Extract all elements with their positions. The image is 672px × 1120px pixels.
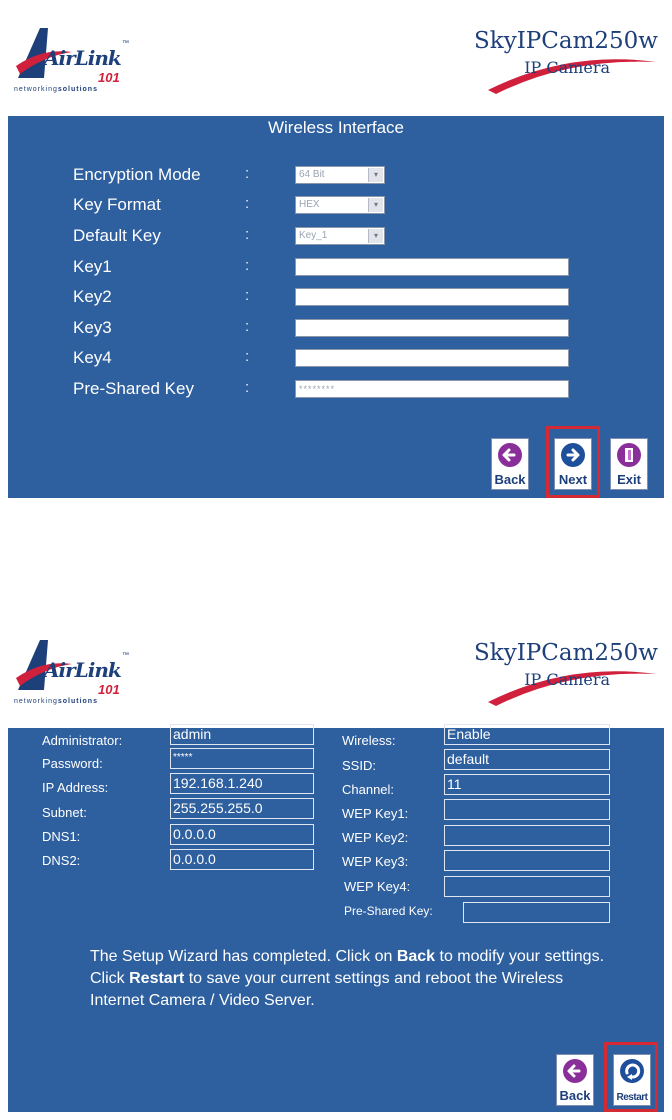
key1-input[interactable] [295,258,569,276]
exit-door-icon [616,442,642,468]
wireless-interface-panel [8,6,664,498]
field-label: Key2 [73,287,112,306]
wep-key1-value [444,799,610,820]
field-colon: : [245,318,250,335]
exit-button[interactable] [610,438,648,490]
chevron-down-icon[interactable]: ▾ [368,198,383,212]
wep-key3-value [444,850,610,871]
field-row-key1 [73,256,593,280]
dns1-label: DNS1: [42,829,81,844]
key3-input[interactable] [295,319,569,337]
back-button-label: Back [494,472,526,487]
wep-key2-label: WEP Key2: [342,830,409,845]
pre-shared-key-value [463,902,610,923]
field-label: Pre-Shared Key [73,379,194,398]
completion-message [90,946,610,1012]
field-colon: : [245,348,250,365]
field-label: Key3 [73,318,112,337]
back-arrow-icon [497,442,523,468]
select-value: HEX [299,199,320,210]
exit-button-label: Exit [617,472,641,487]
wep-key2-value [444,825,610,846]
chevron-down-icon[interactable]: ▾ [368,229,383,243]
ssid-value: default [444,749,610,770]
message-back-keyword: Back [396,948,436,965]
field-row-default-key [73,225,593,249]
administrator-value: admin [170,724,314,745]
wep-key3-label: WEP Key3: [342,854,409,869]
header-banner [8,618,664,728]
back-button-label: Back [559,1088,591,1103]
dns2-value: 0.0.0.0 [170,849,314,870]
field-row-pre-shared-key [73,378,593,402]
product-name: SkyIPCam250w [474,28,658,54]
administrator-label: Administrator: [42,733,123,748]
field-colon: : [245,165,250,182]
field-label: Key Format [73,195,161,214]
message-part1: The Setup Wizard has completed. Click on [90,948,397,965]
tagline-bold: solutions [57,86,98,93]
key2-input[interactable] [295,288,569,306]
field-row-key2 [73,286,593,310]
product-logo [448,640,658,710]
wep-key1-label: WEP Key1: [342,806,409,821]
field-label: Default Key [73,226,161,245]
message-part2: to modify your settings. Click [90,948,605,987]
pre-shared-key-input[interactable]: ******** [295,380,569,398]
field-colon: : [245,226,250,243]
logo-number: 101 [98,70,120,85]
airlink-logo [14,22,154,102]
field-row-key4 [73,347,593,371]
wireless-label: Wireless: [342,733,396,748]
ssid-label: SSID: [342,758,376,773]
back-button[interactable] [491,438,529,490]
dns2-label: DNS2: [42,853,81,868]
logo-tagline [14,698,98,705]
product-subtitle: IP Camera [524,670,610,689]
channel-value: 11 [444,774,610,795]
back-arrow-icon [562,1058,588,1084]
restart-button-highlight [604,1042,658,1112]
wireless-value: Enable [444,724,610,745]
field-row-key3 [73,317,593,341]
airlink-logo [14,634,154,714]
message-part3: to save your current settings and reboot the Wireless Internet Camera / Video Server. [90,970,564,1009]
message-restart-keyword: Restart [129,970,185,987]
field-label: Key1 [73,257,112,276]
ip-address-label: IP Address: [42,780,109,795]
product-name: SkyIPCam250w [474,640,658,666]
subnet-value: 255.255.255.0 [170,798,314,819]
logo-wordmark: AirLink [44,658,121,682]
field-colon: : [245,257,250,274]
next-button-label: Next [558,472,588,487]
select-value: 64 Bit [299,169,325,180]
logo-number: 101 [98,682,120,697]
field-colon: : [245,287,250,304]
password-label: Password: [42,756,103,771]
page-title: Wireless Interface [267,118,405,137]
select-value: Key_1 [299,230,328,241]
logo-tagline [14,86,98,93]
ip-address-value: 192.168.1.240 [170,773,314,794]
tagline-bold: solutions [57,698,98,705]
logo-trademark: ™ [122,652,129,659]
channel-label: Channel: [342,782,395,797]
field-row-key-format [73,194,593,218]
key-format-select[interactable] [295,196,385,214]
field-label: Encryption Mode [73,165,201,184]
logo-trademark: ™ [122,40,129,47]
field-colon: : [245,195,250,212]
encryption-mode-select[interactable] [295,166,385,184]
dns1-value: 0.0.0.0 [170,824,314,845]
field-row-encryption-mode [73,164,593,188]
logo-wordmark: AirLink [44,46,121,70]
password-value: ***** [170,748,314,769]
wep-key4-value [444,876,610,897]
pre-shared-key-label: Pre-Shared Key: [344,904,433,918]
subnet-label: Subnet: [42,805,87,820]
setup-summary-panel [8,618,664,1112]
tagline-light: networking [14,698,58,705]
wep-key4-label: WEP Key4: [344,879,411,894]
product-subtitle: IP Camera [524,58,610,77]
next-button-highlight [546,426,600,498]
field-label: Key4 [73,348,112,367]
product-logo [448,28,658,98]
restart-button-label: Restart [616,1092,648,1103]
back-button[interactable] [556,1054,594,1106]
header-banner [8,6,664,116]
key4-input[interactable] [295,349,569,367]
chevron-down-icon[interactable]: ▾ [368,168,383,182]
tagline-light: networking [14,86,58,93]
default-key-select[interactable] [295,227,385,245]
field-colon: : [245,379,250,396]
